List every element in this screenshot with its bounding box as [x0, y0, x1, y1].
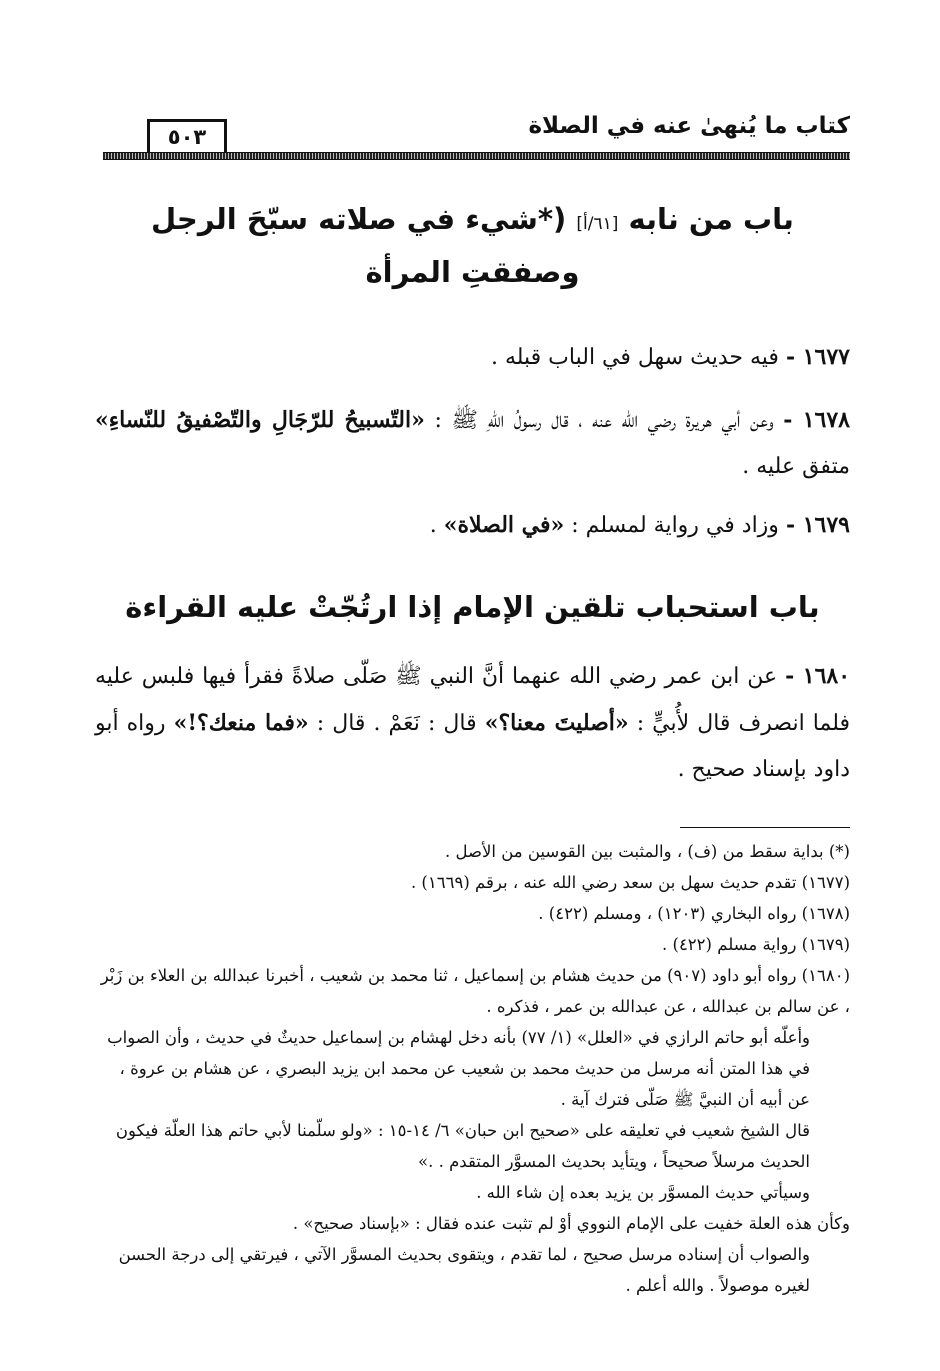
- hadith-tail: متفق عليه .: [742, 454, 850, 479]
- chapter-heading-1: [95, 195, 850, 296]
- hadith-tail: رواه أبو داود بإسناد صحيح .: [95, 711, 850, 782]
- footnotes: [95, 836, 850, 1301]
- heading-1-part-1: باب من نابه: [628, 202, 794, 236]
- hadith-number: ١٦٨٠ -: [785, 663, 851, 689]
- footnote: (١٦٧٩) رواية مسلم (٤٢٢) .: [662, 935, 850, 954]
- hadith-number: ١٦٧٧ -: [785, 344, 850, 370]
- header-rule: [103, 152, 850, 160]
- hadith-quote: «في الصلاة»: [443, 512, 565, 538]
- hadith-text: وزاد في رواية لمسلم :: [571, 513, 779, 538]
- hadith-mid: قال : نَعَمْ . قال :: [316, 711, 477, 736]
- footnote-continuation: والصواب أن إسناده مرسل صحيح ، لما تقدم ، ويتقوى بحديث المسوَّر الآتي ، فيرتقي إلى درجة الحسن لغيره موصولاً . والله أعلم .: [118, 1245, 810, 1295]
- hadith-text: عن ابن عمر رضي الله عنهما أنَّ النبي ﷺ صَلّى صلاةً فقرأ فيها فلبس عليه فلما انصرف قال لأُبيٍّ :: [95, 664, 851, 736]
- hadith-number: ١٦٧٨ -: [783, 407, 850, 433]
- footnote: (*) بداية سقط من (ف) ، والمثبت بين القوسين من الأصل .: [444, 842, 850, 861]
- book-page: [95, 105, 850, 1301]
- manuscript-marker: [٦١/أ]: [576, 214, 619, 234]
- page-header: [95, 105, 850, 155]
- footnote: (١٦٧٨) رواه البخاري (١٢٠٣) ، ومسلم (٤٢٢) .: [538, 904, 850, 923]
- footnote-continuation: قال الشيخ شعيب في تعليقه على «صحيح ابن حبان» ٦/ ١٤-١٥ : «ولو سلّمنا لأبي حاتم هذا العلّة فيكون الحديث مرسلاً صحيحاً ، ويتأيد بحديث المسوَّر المتقدم . .»: [115, 1121, 810, 1171]
- footnote-continuation: وسيأتي حديث المسوَّر بن يزيد بعده إن شاء الله .: [476, 1183, 810, 1202]
- running-title: كتاب ما يُنهىٰ عنه في الصلاة: [528, 113, 850, 139]
- footnote: (١٦٨٠) رواه أبو داود (٩٠٧) من حديث هشام بن إسماعيل ، ثنا محمد بن شعيب ، أخبرنا عبدالله بن العلاء بن زَبْر ، عن سالم بن عبدالله ، عن عبدالله بن عمر ، فذكره .: [100, 966, 850, 1016]
- hadith-quote-2: «فما منعك؟!»: [173, 710, 309, 736]
- hadith-1678: [95, 397, 850, 490]
- hadith-1677: [95, 334, 850, 381]
- hadith-text: فيه حديث سهل في الباب قبله .: [490, 345, 779, 370]
- footnote-continuation: وكأن هذه العلة خفيت على الإمام النووي أوْ لم تثبت عنده فقال : «بإسناد صحيح» .: [292, 1214, 850, 1233]
- footnote-separator: [680, 827, 850, 828]
- heading-1-line-2: وصفقتِ المرأة: [365, 255, 580, 289]
- hadith-tail: .: [429, 513, 437, 538]
- hadith-1679: [95, 502, 850, 549]
- hadith-quote: «التّسبيحُ للرّجَالِ والتّصْفيقُ للنّساءِ»: [95, 407, 425, 433]
- page-number: ٥٠٣: [147, 119, 227, 152]
- hadith-number: ١٦٧٩ -: [785, 512, 850, 538]
- footnote-continuation: وأعلّه أبو حاتم الرازي في «العلل» (١/ ٧٧) بأنه دخل لهشام بن إسماعيل حديثٌ في حديث ، وأن الصواب في هذا المتن أنه مرسل من حديث محمد بن شعيب عن محمد ابن يزيد البصري ، عن هشام بن عروة ، عن أبيه أن النبيَّ ﷺ صَلّى فترك آية .: [107, 1028, 810, 1109]
- footnote: (١٦٧٧) تقدم حديث سهل بن سعد رضي الله عنه ، برقم (١٦٦٩) .: [410, 873, 850, 892]
- chapter-heading-2: باب استحباب تلقين الإمام إذا ارتُجّتْ عليه القراءة: [125, 590, 820, 624]
- hadith-quote-1: «أصليتَ معنا؟»: [484, 710, 629, 736]
- heading-1-part-2: (*شيء في صلاته سبّحَ الرجل: [151, 202, 567, 236]
- hadith-text: وعن أبي هريرة رضي الله عنه ، قال رسولُ اللهِ ﷺ :: [434, 408, 774, 433]
- hadith-1680: [95, 653, 850, 793]
